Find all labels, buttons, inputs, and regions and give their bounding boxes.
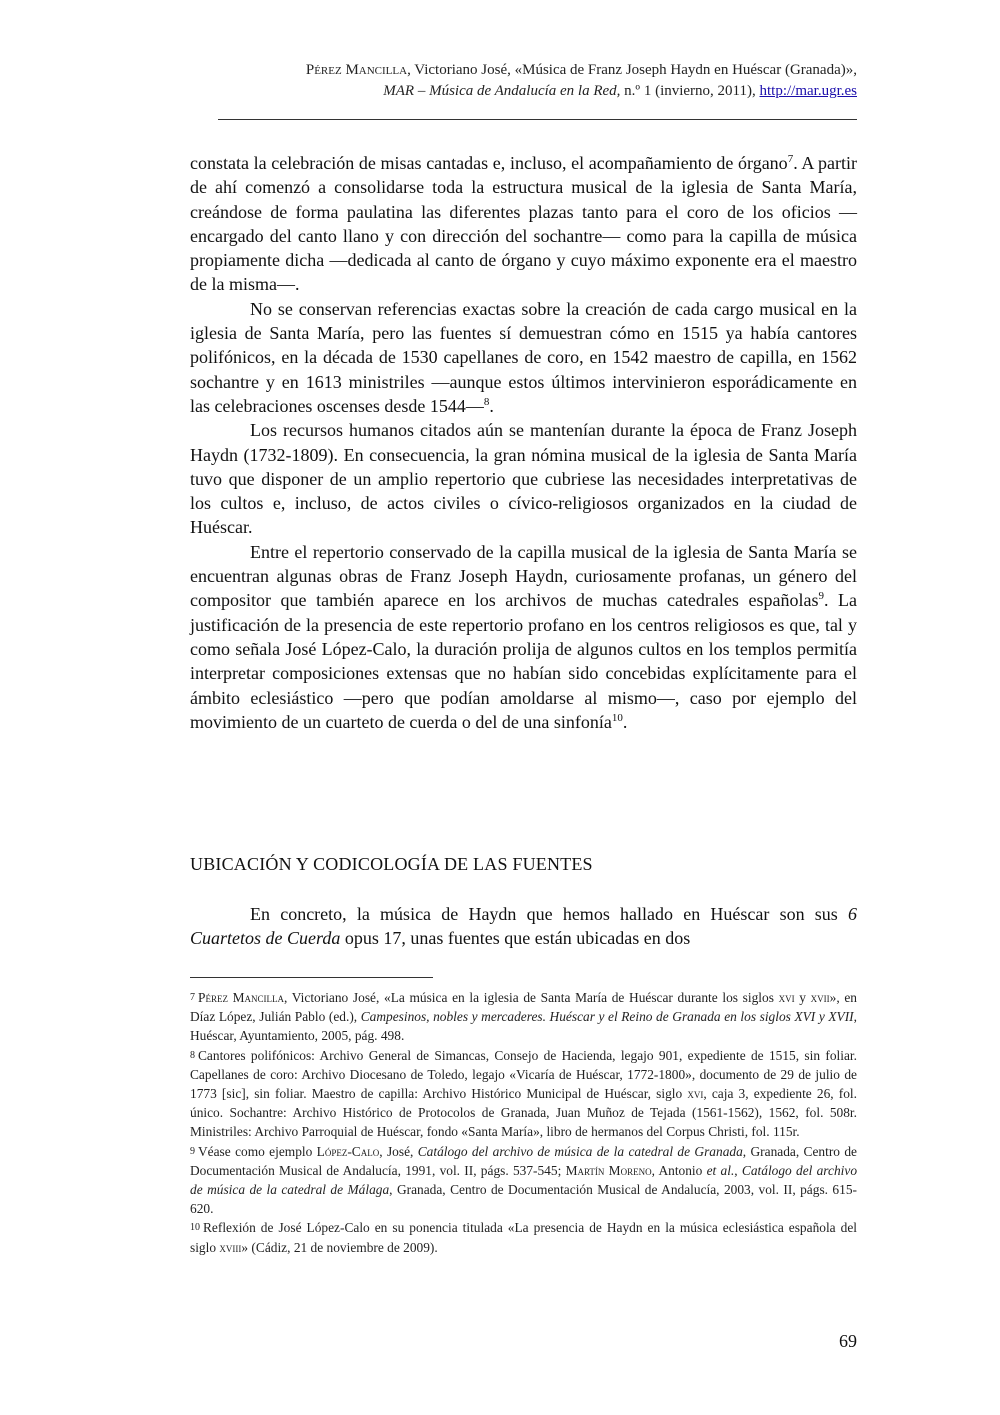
footnotes: [190, 988, 857, 1257]
paragraph-text: No se conservan referencias exactas sobre la creación de cada cargo musical en la iglesia de Santa María, pero las fuentes sí demuestran cómo en 1515 ya había cantores polifónicos, en la década de 1530 capellanes de coro, en 1542 maestro de capilla, en 1562 sochantre y en 1613 ministriles —aunque estos últimos intervinieron esporádicamente en las celebraciones oscenses desde 1544—: [190, 298, 857, 416]
footnote-author: Pérez Mancilla: [198, 990, 285, 1005]
paragraph-4: [190, 540, 857, 734]
footnote-text: y: [794, 990, 811, 1005]
footnote-text: , Antonio: [651, 1162, 707, 1178]
footnote-text: Reflexión de José López-Calo en su ponencia titulada «La presencia de Haydn en la música eclesiástica española del siglo: [190, 1220, 857, 1255]
footnote-8: [190, 1046, 857, 1142]
paragraph-text: En concreto, la música de Haydn que hemos hallado en Huéscar son sus: [250, 904, 848, 924]
paragraph-text: opus 17, unas fuentes que están ubicadas en dos: [340, 928, 691, 949]
footnote-book-title: Catálogo del archivo de música de la catedral de Granada: [417, 1143, 743, 1159]
paragraph-5: [190, 902, 857, 951]
header-url-link[interactable]: http://mar.ugr.es: [759, 83, 857, 99]
footnote-et-al: et al.: [706, 1162, 735, 1178]
running-header: [157, 60, 857, 102]
footnote-text: ,: [734, 1162, 742, 1178]
footnote-text: » (Cádiz, 21 de noviembre de 2009).: [241, 1239, 438, 1255]
footnote-text: , Granada, Centro de Documentación Musical de Andalucía, 2003, vol. II, págs. 615-620.: [190, 1182, 857, 1217]
header-author: Pérez Mancilla: [305, 62, 408, 78]
work-title: 6 Cuartetos de Cuerda: [190, 904, 857, 949]
footnote-number: 9: [190, 1145, 195, 1157]
section-heading: UBICACIÓN Y CODICOLOGÍA DE LAS FUENTES: [190, 854, 593, 874]
section-body-text: [190, 902, 857, 951]
footnote-text: Véase como ejemplo: [198, 1143, 317, 1159]
footnote-7: [190, 988, 857, 1046]
footnote-ref-9[interactable]: 9: [818, 590, 824, 603]
paragraph-text: . La justificación de la presencia de este repertorio profano en los centros religiosos es que, tal y como señala José López-Calo, la duración prolija de algunos cultos en los templos permitía interpretar composiciones extensas que no habían sido concebidas explícitamente para el ámbito eclesiástico —pero que podían amoldarse al mismo—, caso por ejemplo del movimiento de un cuarteto de cuerda o del de una sinfonía: [190, 590, 858, 732]
footnote-text: Cantores polifónicos: Archivo General de Simancas, Consejo de Hacienda, legajo 901, expediente de 1515, sin foliar. Capellanes de coro: Archivo Diocesano de Toledo, legajo «Vicaría de Huéscar, 1772-1800», documento de 29 de julio de 1773 [sic], sin foliar. Maestro de capilla: Archivo Histórico Municipal de Huéscar, siglo: [190, 1047, 857, 1102]
footnote-ref-10[interactable]: 10: [611, 711, 623, 724]
header-issue: n.º 1 (invierno, 2011),: [620, 83, 760, 99]
document-page: [190, 0, 857, 1415]
footnote-text: , Huéscar, Ayuntamiento, 2005, pág. 498.: [190, 1009, 857, 1044]
footnote-9: [190, 1142, 857, 1219]
footnote-number: 10: [190, 1222, 200, 1234]
footnote-author: López-Calo: [316, 1143, 380, 1159]
footnote-number: 7: [190, 992, 195, 1003]
footnote-author: Martín Moreno: [565, 1162, 652, 1178]
footnote-text: , José,: [379, 1143, 418, 1159]
header-rule: [218, 119, 857, 120]
footnote-ref-8[interactable]: 8: [483, 395, 490, 408]
paragraph-text: .: [622, 711, 628, 732]
footnote-century: xviii: [219, 1239, 242, 1255]
paragraph-3: Los recursos humanos citados aún se mantenían durante la época de Franz Joseph Haydn (1732-1809). En consecuencia, la gran nómina musical de la iglesia de Santa María tuvo que disponer de un amplio repertorio que cubriese las necesidades interpretativas de los cultos e, incluso, de actos civiles o cívico-religiosos organizados en la ciudad de Huéscar.: [190, 420, 857, 538]
header-citation-line-1: [157, 60, 857, 81]
footnote-number: 8: [190, 1049, 195, 1061]
footnote-century: xvii: [810, 990, 830, 1005]
footnote-10: [190, 1218, 857, 1256]
paragraph-text: Entre el repertorio conservado de la capilla musical de la iglesia de Santa María se encuentran algunas obras de Franz Joseph Haydn, curiosamente profanas, un género del compositor que también aparece en los archivos de muchas catedrales españolas: [190, 541, 857, 611]
paragraph-1: [190, 151, 857, 297]
paragraph-text: .: [489, 395, 494, 416]
paragraph-text: constata la celebración de misas cantadas e, incluso, el acompañamiento de órgano: [190, 153, 788, 173]
header-journal: MAR – Música de Andalucía en la Red,: [383, 83, 621, 99]
footnote-text: , Granada, Centro de Documentación Musical de Andalucía, 1991, vol. II, págs. 537-545;: [190, 1143, 857, 1178]
paragraph-text: . A partir de ahí comenzó a consolidarse toda la estructura musical de la iglesia de Santa María, creándose de forma paulatina las diferentes plazas tanto para el coro de los oficios —encargado del canto llano y con dirección del sochantre— como para la capilla de música propiamente dicha —dedicada al canto de órgano y cuyo máximo exponente era el maestro de la misma—.: [190, 153, 857, 295]
header-article: , Victoriano José, «Música de Franz Joseph Haydn en Huéscar (Granada)»,: [407, 62, 857, 78]
paragraph-2: [190, 297, 857, 418]
footnote-century: xvi: [778, 990, 795, 1005]
footnote-text: », en Díaz López, Julián Pablo (ed.),: [190, 990, 857, 1025]
footnote-book-title: Campesinos, nobles y mercaderes. Huéscar y el Reino de Granada en los siglos XVI y XVII: [360, 1009, 854, 1025]
header-citation-line-2: [157, 81, 857, 102]
footnote-rule: [190, 977, 433, 978]
footnote-book-title: Catálogo del archivo de música de la catedral de Málaga: [190, 1162, 858, 1198]
footnote-text: , caja 3, expediente 26, fol. único. Sochantre: Archivo Histórico de Protocolos de Granada, Juan Muñoz de Tejada (1561-1562), 1562, fol. 508r. Ministriles: Archivo Parroquial de Huéscar, fondo «Santa María», libro de hermanos del Corpus Christi, fol. 115r.: [190, 1086, 857, 1140]
body-text: [190, 151, 857, 734]
footnote-text: , Victoriano José, «La música en la iglesia de Santa María de Huéscar durante los siglos: [284, 990, 779, 1005]
footnote-ref-7[interactable]: 7: [787, 153, 794, 165]
page-number: 69: [839, 1331, 857, 1351]
footnote-century: xvi: [687, 1086, 704, 1102]
